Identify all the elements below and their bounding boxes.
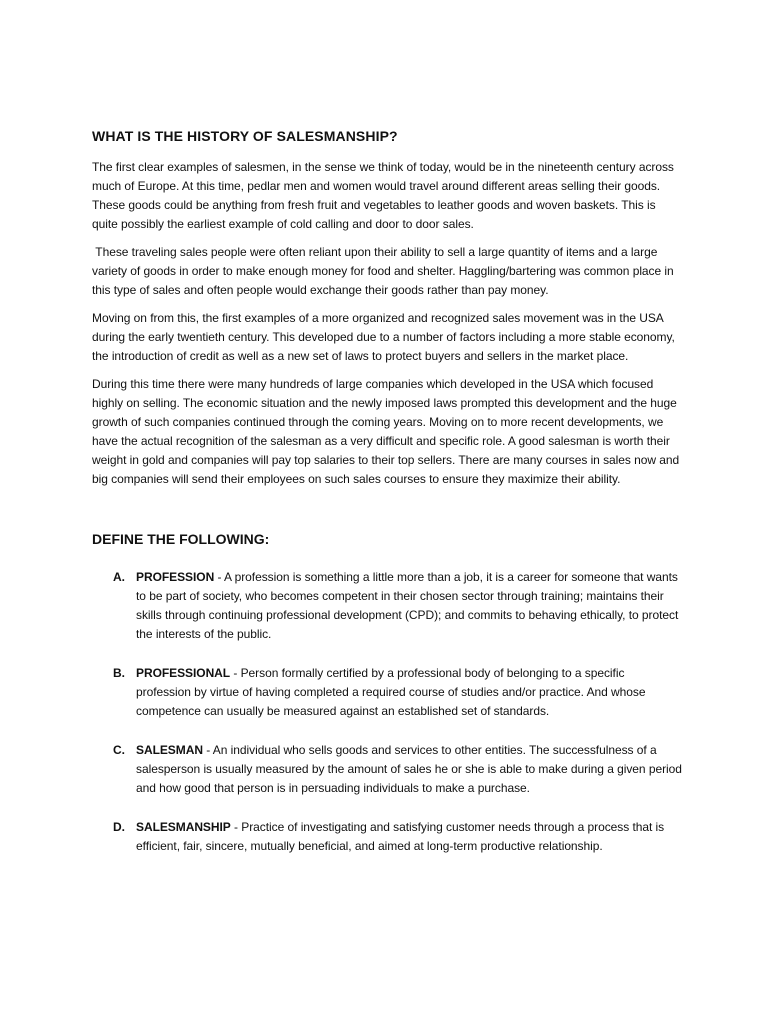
paragraph-2: These traveling sales people were often reliant upon their ability to sell a large quantity of items and a large variety of goods in order to make enough money for food and shelter. Haggling/bartering was common place in this type of sales and often people would exchange their goods rather than pay money. [92, 245, 677, 297]
define-heading: DEFINE THE FOLLOWING: [92, 531, 270, 547]
history-heading: WHAT IS THE HISTORY OF SALESMANSHIP? [92, 128, 398, 144]
definition-term: SALESMANSHIP [136, 820, 231, 834]
paragraph-4: During this time there were many hundreds of large companies which developed in the USA which focused highly on selling. The economic situation and the newly imposed laws prompted this development and the huge growth of such companies continued through the coming years. Moving on to more recent developments, we have the actual recognition of the salesman as a very difficult and specific role. A good salesman is worth their weight in gold and companies will pay top salaries to their top sellers. There are many courses in sales now and big companies will send their employees on such sales courses to ensure they maximize their ability. [92, 377, 680, 486]
definition-text: - A profession is something a little more than a job, it is a career for someone that wants to be part of society, who becomes competent in their chosen sector through training; maintains their skills through continuing professional development (CPD); and commits to behaving ethically, to protect the interests of the public. [136, 570, 679, 641]
list-marker: D. [113, 820, 125, 834]
list-item [92, 568, 682, 644]
document-body [92, 128, 682, 876]
list-item [92, 664, 682, 721]
definition-text: - Person formally certified by a professional body of belonging to a specific profession by virtue of having completed a required course of studies and/or practice. And whose competence can usually be measured against an established set of standards. [136, 666, 646, 718]
list-marker: B. [113, 666, 125, 680]
paragraph-3: Moving on from this, the first examples of a more organized and recognized sales movement was in the USA during the early twentieth century. This developed due to a number of factors including a more stable economy, the introduction of credit as well as a new set of laws to protect buyers and sellers in the market place. [92, 311, 675, 363]
definition-text: - An individual who sells goods and services to other entities. The successfulness of a salesperson is usually measured by the amount of sales he or she is able to make during a given period and how good that person is in persuading individuals to make a purchase. [136, 743, 682, 795]
list-marker: C. [113, 743, 125, 757]
definition-term: SALESMAN [136, 743, 203, 757]
list-marker: A. [113, 570, 125, 584]
definitions-list [92, 568, 682, 856]
list-item [92, 741, 682, 798]
paragraph-1: The first clear examples of salesmen, in the sense we think of today, would be in the nineteenth century across much of Europe. At this time, pedlar men and women would travel around different areas selling their goods. These goods could be anything from fresh fruit and vegetables to leather goods and woven baskets. This is quite possibly the earliest example of cold calling and door to door sales. [92, 160, 674, 231]
definition-term: PROFESSIONAL [136, 666, 231, 680]
definition-text: - Practice of investigating and satisfying customer needs through a process that is efficient, fair, sincere, mutually beneficial, and aimed at long-term productive relationship. [136, 820, 665, 853]
definition-term: PROFESSION [136, 570, 215, 584]
list-item [92, 818, 682, 856]
